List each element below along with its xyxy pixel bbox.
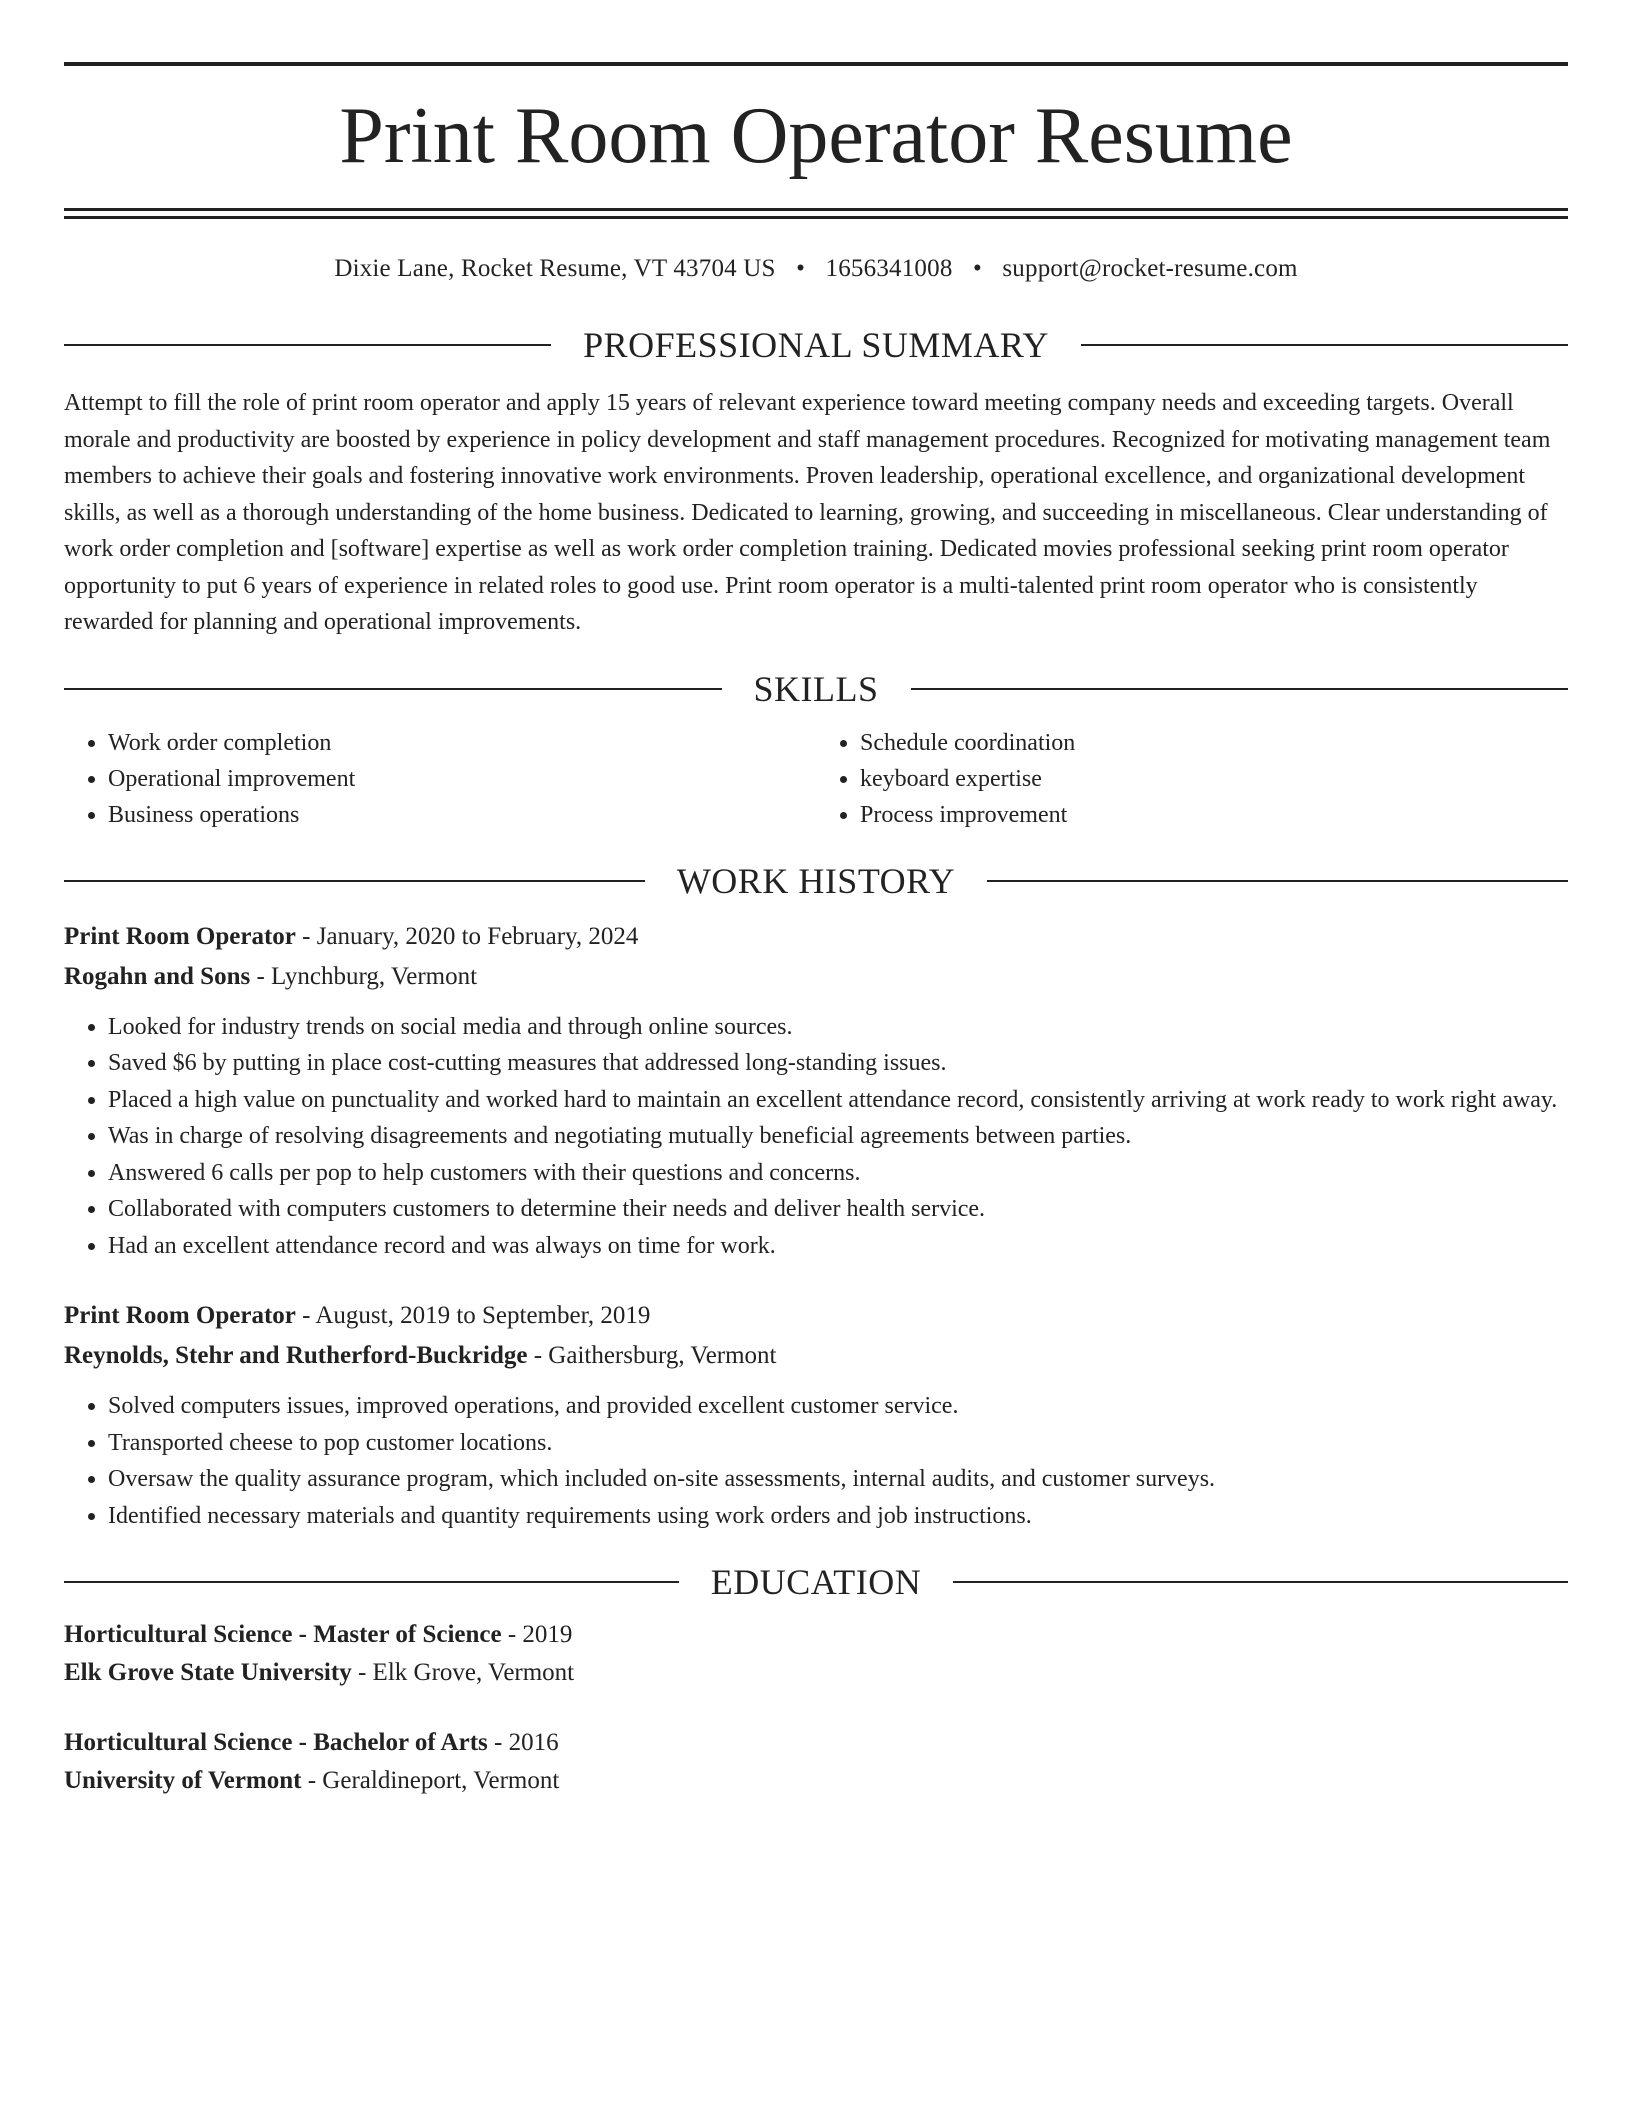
section-title: PROFESSIONAL SUMMARY <box>583 325 1049 365</box>
education-school-line <box>64 1654 1568 1692</box>
skill-item: • Work order completion <box>108 725 816 761</box>
resume-title: Print Room Operator Resume <box>339 92 1293 180</box>
job-entry <box>64 917 1568 1265</box>
top-rule <box>64 62 1568 66</box>
heading-rule <box>1081 344 1568 346</box>
education-entry <box>64 1616 1568 1692</box>
heading-rule <box>953 1581 1568 1583</box>
job-location: - Gaithersburg, Vermont <box>527 1342 777 1369</box>
education-degree: Horticultural Science - Bachelor of Arts <box>64 1729 488 1756</box>
job-dates: - August, 2019 to September, 2019 <box>295 1302 651 1329</box>
job-company-line <box>64 1336 1568 1376</box>
education-entry <box>64 1724 1568 1800</box>
job-bullet: • Looked for industry trends on social media and through online sources. <box>108 1009 1568 1046</box>
job-bullet: • Placed a high value on punctuality and worked hard to maintain an excellent attendance record, consistently arriving at work ready to work right away. <box>108 1082 1568 1119</box>
section-heading-skills <box>64 668 1568 709</box>
education-degree-line <box>64 1616 1568 1654</box>
contact-email: support@rocket-resume.com <box>1002 255 1298 282</box>
section-title: SKILLS <box>753 668 879 709</box>
education-degree-line <box>64 1724 1568 1762</box>
contact-separator: • <box>796 255 806 282</box>
job-bullet: • Solved computers issues, improved operations, and provided excellent customer service. <box>108 1388 1568 1425</box>
job-bullet: • Had an excellent attendance record and was always on time for work. <box>108 1228 1568 1265</box>
section-heading-education <box>64 1564 1568 1600</box>
job-entry <box>64 1296 1568 1534</box>
contact-address: Dixie Lane, Rocket Resume, VT 43704 US <box>334 255 776 282</box>
job-bullet: • Saved $6 by putting in place cost-cutting measures that addressed long-standing issues. <box>108 1045 1568 1082</box>
job-bullets <box>64 1388 1568 1534</box>
skill-item: • keyboard expertise <box>860 761 1568 797</box>
job-location: - Lynchburg, Vermont <box>250 962 478 990</box>
job-company: Rogahn and Sons <box>64 962 251 990</box>
job-bullets <box>64 1009 1568 1265</box>
education-year: - 2019 <box>501 1621 573 1648</box>
skill-item: • Schedule coordination <box>860 725 1568 761</box>
job-bullet: • Identified necessary materials and quantity requirements using work orders and job instructions. <box>108 1498 1568 1535</box>
job-bullet: • Oversaw the quality assurance program, which included on-site assessments, internal audits, and customer surveys. <box>108 1461 1568 1498</box>
contact-line <box>64 255 1568 283</box>
job-title: Print Room Operator <box>64 922 296 950</box>
section-title: WORK HISTORY <box>676 860 956 901</box>
skills-list <box>64 725 1568 833</box>
job-title: Print Room Operator <box>64 1302 296 1329</box>
heading-rule <box>64 1581 679 1583</box>
job-bullet: • Collaborated with computers customers to determine their needs and deliver health service. <box>108 1191 1568 1228</box>
section-heading-summary <box>64 327 1568 363</box>
job-bullet: • Answered 6 calls per pop to help customers with their questions and concerns. <box>108 1155 1568 1192</box>
heading-rule <box>911 688 1569 690</box>
job-company-line <box>64 957 1568 997</box>
skill-item: • Business operations <box>108 797 816 833</box>
job-title-line <box>64 1296 1568 1336</box>
heading-rule <box>64 688 722 690</box>
job-title-line <box>64 917 1568 957</box>
job-bullet: • Transported cheese to pop customer locations. <box>108 1425 1568 1462</box>
heading-rule <box>987 880 1568 882</box>
education-year: - 2016 <box>487 1729 559 1756</box>
job-bullet: • Was in charge of resolving disagreements and negotiating mutually beneficial agreements between parties. <box>108 1118 1568 1155</box>
heading-rule <box>64 880 645 882</box>
skill-item: • Process improvement <box>860 797 1568 833</box>
job-company: Reynolds, Stehr and Rutherford-Buckridge <box>64 1342 528 1369</box>
skills-column-right <box>816 725 1568 833</box>
education-school-line <box>64 1762 1568 1800</box>
education-degree: Horticultural Science - Master of Science <box>64 1621 502 1648</box>
job-dates: - January, 2020 to February, 2024 <box>295 922 639 950</box>
education-school: University of Vermont <box>64 1767 302 1794</box>
education-school: Elk Grove State University <box>64 1659 352 1686</box>
contact-separator: • <box>972 255 982 282</box>
resume-page <box>64 0 1568 1800</box>
section-title: EDUCATION <box>710 1562 922 1602</box>
contact-phone: 1656341008 <box>825 255 953 282</box>
title-double-rule <box>64 208 1568 219</box>
skill-item: • Operational improvement <box>108 761 816 797</box>
heading-rule <box>64 344 551 346</box>
skills-column-left <box>64 725 816 833</box>
education-location: - Elk Grove, Vermont <box>351 1659 575 1686</box>
education-location: - Geraldineport, Vermont <box>301 1767 560 1794</box>
summary-paragraph: Attempt to fill the role of print room operator and apply 15 years of relevant experience toward meeting company needs and exceeding targets. Overall morale and productivity are boosted by experience in policy development and staff management procedures. Recognized for motivating management team members to achieve their goals and fostering innovative work environments. Proven leadership, operational excellence, and organizational development skills, as well as a thorough understanding of the home business. Dedicated to learning, growing, and succeeding in miscellaneous. Clear understanding of work order completion and [software] expertise as well as work order completion training. Dedicated movies professional seeking print room operator opportunity to put 6 years of experience in related roles to good use. Print room operator is a multi-talented print room operator who is consistently rewarded for planning and operational improvements. <box>64 390 1551 635</box>
section-heading-work <box>64 860 1568 901</box>
